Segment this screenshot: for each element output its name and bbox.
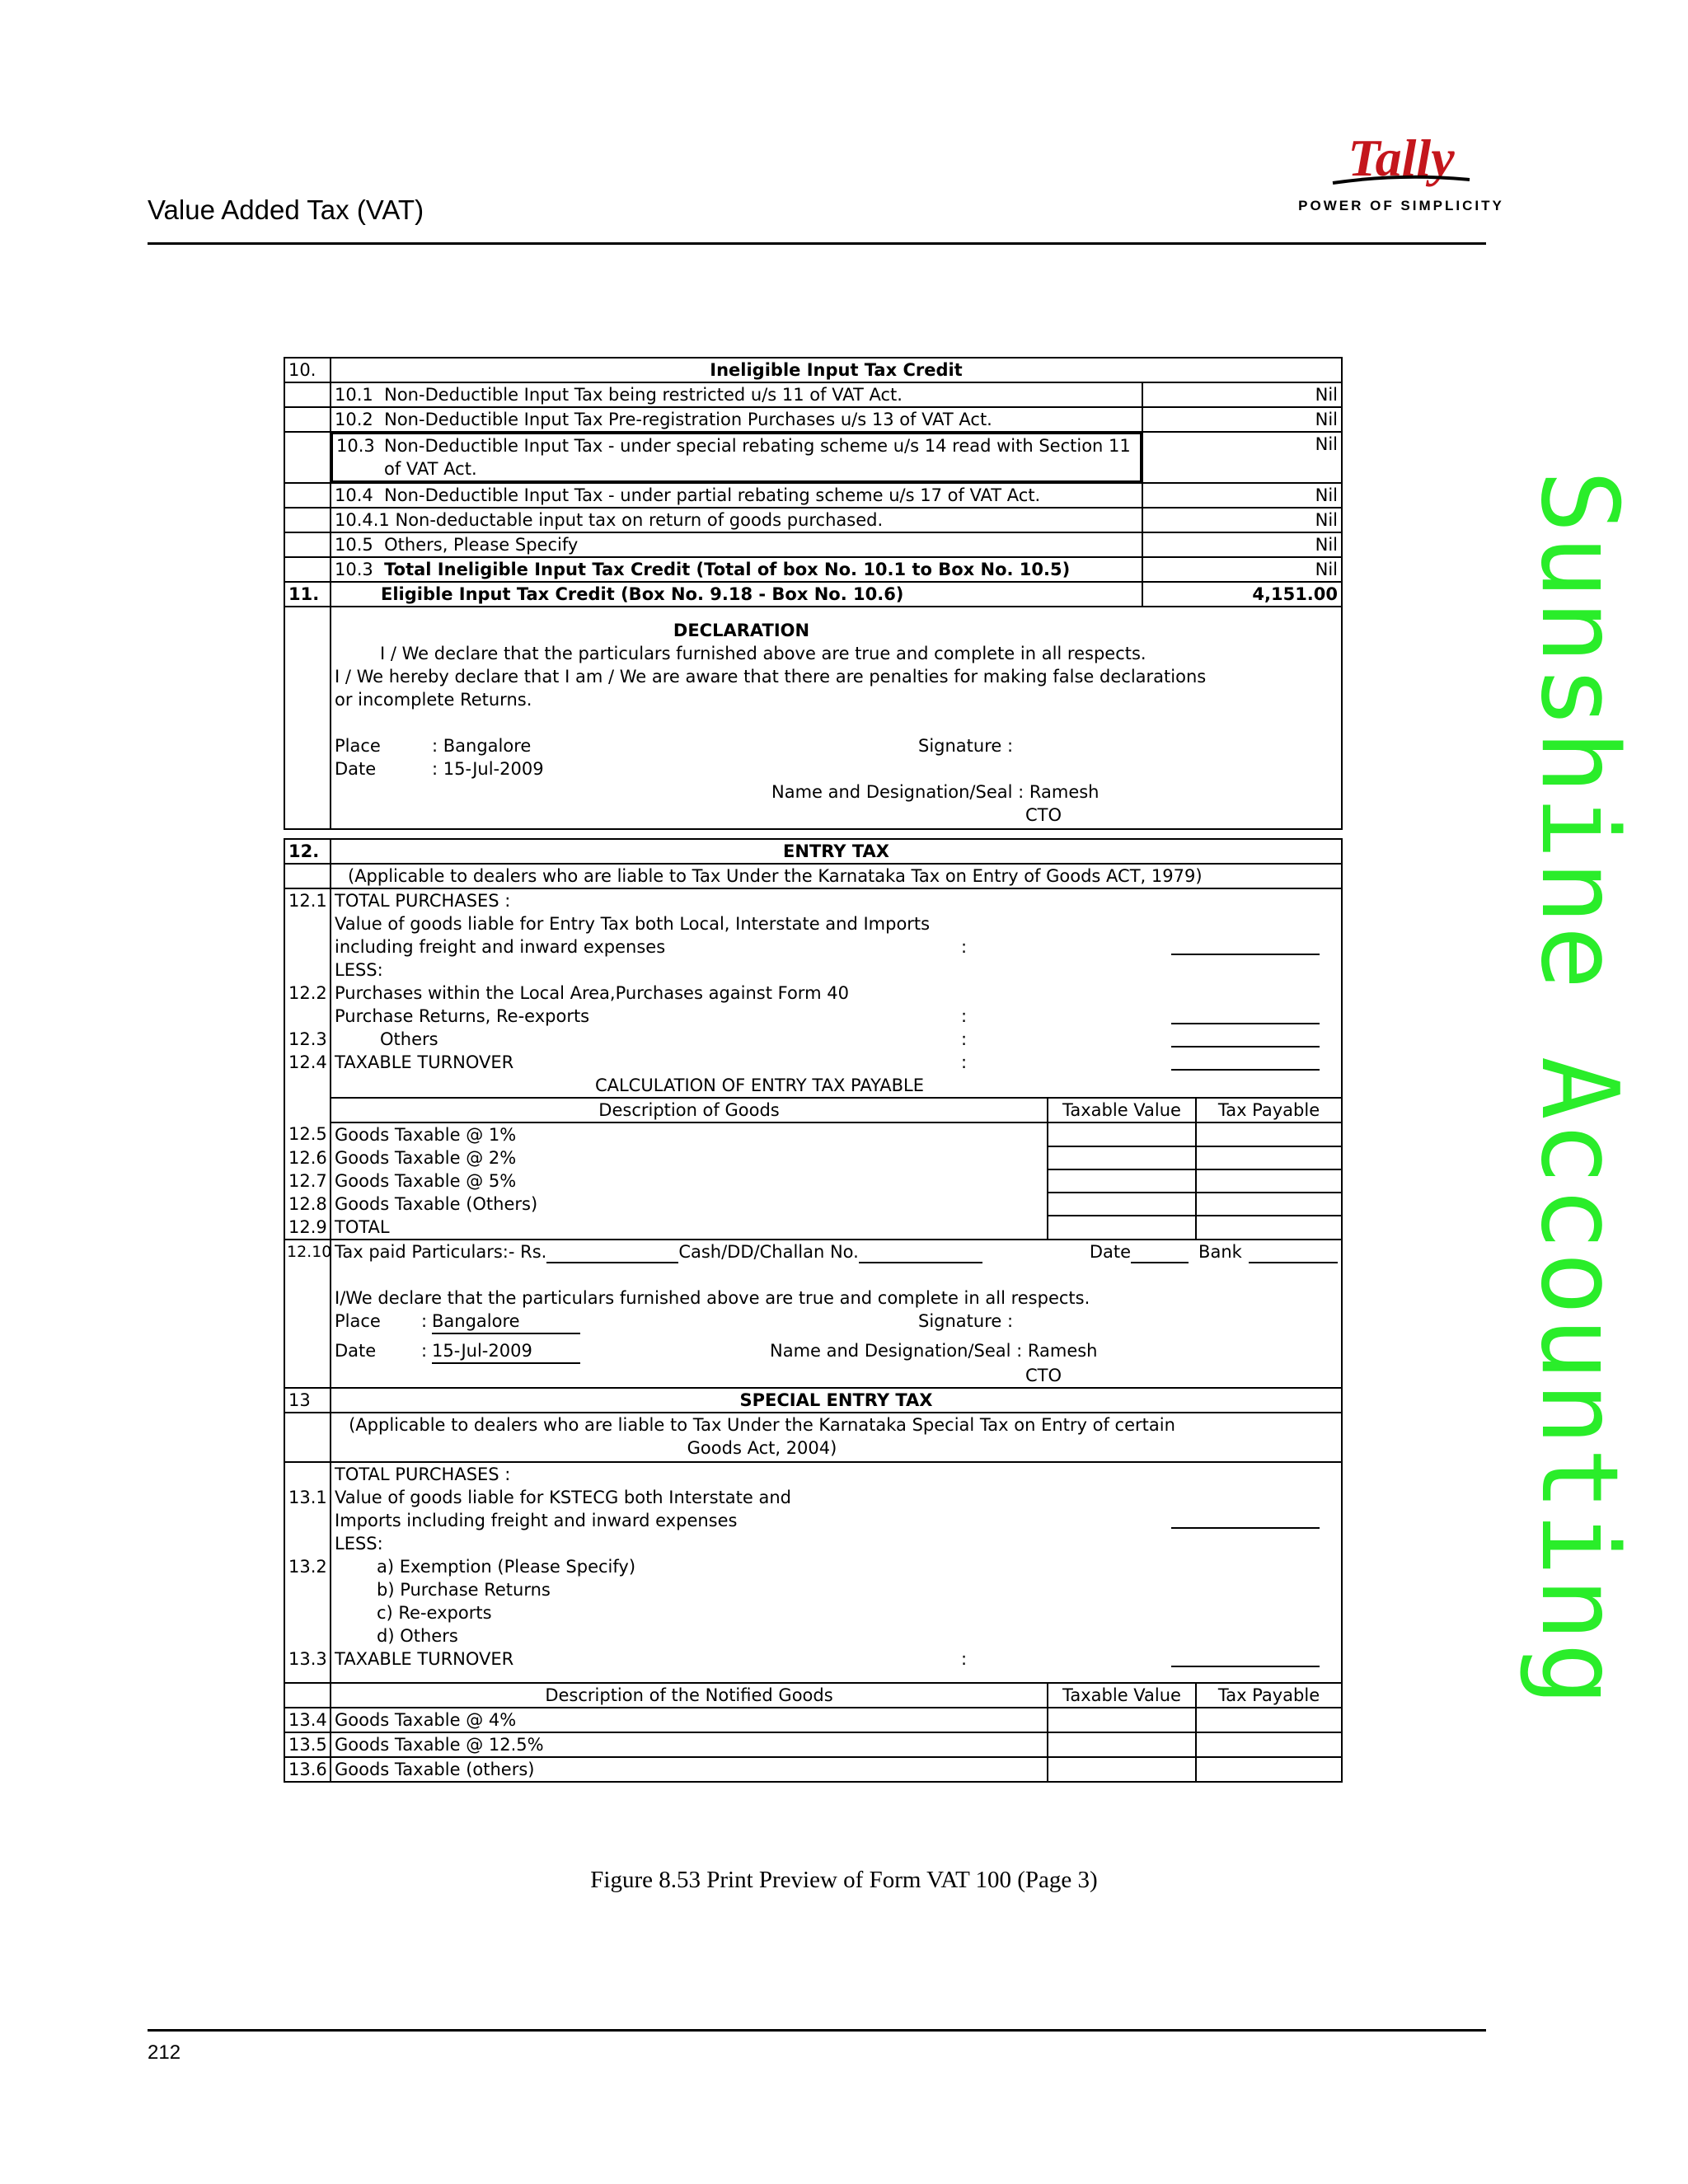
row-13-2 [284,1555,1342,1647]
row-number: 12.1 [284,888,331,982]
sec13-number: 13 [284,1388,331,1413]
row-12-2 [284,982,1342,1028]
row-value: Nil [1142,407,1342,432]
row-number: 12.9 [284,1216,331,1240]
calc-title: CALCULATION OF ENTRY TAX PAYABLE [331,1074,1342,1098]
row-line: Value of goods liable for KSTECG both Interstate and [335,1488,791,1507]
row-number: 12.6 [284,1146,331,1169]
watermark: Sunshine Accounting [1517,470,1640,1708]
less-label: LESS: [335,1534,383,1554]
row-12-3 [284,1028,1342,1051]
sec11-number: 11. [284,582,331,607]
colon: : [421,1341,428,1361]
row-13-1 [284,1462,1342,1555]
amount-blank [1171,1028,1320,1047]
row-label: Others [380,1029,438,1049]
row-number: 10.2 [335,410,373,429]
table-row [284,557,1342,582]
row-label: Goods Taxable @ 1% [331,1122,1048,1146]
row-value: Nil [1142,483,1342,508]
signature-label: Signature : [918,736,1014,756]
row-number: 12.2 [284,982,331,1028]
designation-value: CTO [1025,805,1062,825]
row-label: Total Ineligible Input Tax Credit (Total of box No. 10.1 to Box No. 10.5) [384,560,1071,579]
vat-form-page [284,357,1341,1783]
declaration-line-1: I / We declare that the particulars furnished above are true and complete in all respects. [380,644,1146,663]
table-row [284,432,1342,483]
row-label: Goods Taxable (others) [331,1757,1048,1782]
colon: : [961,1052,968,1072]
colon: : [421,1311,428,1331]
less-item: d) Others [377,1626,458,1646]
table-row [284,483,1342,508]
signature-label: Signature : [918,1311,1014,1331]
taxable-value-cell [1048,1193,1196,1216]
row-line: Purchase Returns, Re-exports [335,1006,590,1026]
footer-rule [148,2029,1486,2032]
row-number: 10.3 [336,436,375,456]
row-number: 10.1 [335,385,373,405]
row-label: TOTAL [331,1216,1048,1240]
section-12-table [284,838,1343,1783]
section-10-table [284,357,1343,830]
row-line: Purchases within the Local Area,Purchases against Form 40 [335,983,849,1003]
tally-logo [1298,129,1504,214]
taxable-value-cell [1048,1169,1196,1193]
table-row [284,1146,1342,1169]
row-value: Nil [1142,508,1342,532]
tax-payable-cell [1196,1757,1342,1782]
row-number: 10.5 [335,535,373,555]
col-header-payable: Tax Payable [1196,1683,1342,1708]
row-13-3 [284,1647,1342,1671]
tax-payable-cell [1196,1216,1342,1240]
table-row [284,1216,1342,1240]
calc-header-row [284,1098,1342,1122]
row-label: Non-deductable input tax on return of goods purchased. [395,510,884,530]
table-row [284,1193,1342,1216]
table-row [284,1757,1342,1782]
page-number: 212 [148,2041,181,2064]
row-label: Non-Deductible Input Tax Pre-registration Purchases u/s 13 of VAT Act. [384,410,992,429]
logo-tagline: POWER OF SIMPLICITY [1298,198,1504,213]
header-rule [148,242,1486,245]
row-label: TAXABLE TURNOVER [335,1649,514,1669]
row-12-10 [284,1240,1342,1388]
row-number: 13.4 [284,1708,331,1732]
row-number: 13.5 [284,1732,331,1757]
table-row [284,508,1342,532]
name-designation-label: Name and Designation/Seal : Ramesh [770,1341,1098,1361]
row-number: 13.2 [284,1555,331,1647]
amount-blank [1171,935,1320,955]
row-label: Non-Deductible Input Tax - under partial rebating scheme u/s 17 of VAT Act. [384,485,1041,505]
row-number: 12.4 [284,1051,331,1074]
date-label: Date [335,759,377,779]
row-number: 13.1 [284,1462,331,1555]
row-label: Goods Taxable @ 4% [331,1708,1048,1732]
sec12-title: ENTRY TAX [331,839,1342,864]
sec11-value: 4,151.00 [1142,582,1342,607]
taxable-value-cell [1048,1708,1196,1732]
sec13-title: SPECIAL ENTRY TAX [331,1388,1342,1413]
less-label: LESS: [335,960,383,980]
taxable-value-cell [1048,1757,1196,1782]
col-header-desc: Description of the Notified Goods [331,1683,1048,1708]
cash-challan-label: Cash/DD/Challan No. [678,1242,859,1262]
row-label: Goods Taxable @ 5% [331,1169,1048,1193]
row-label: Others, Please Specify [384,535,579,555]
amount-blank [1171,1051,1320,1071]
colon: : [961,1649,968,1669]
place-label: Place [335,736,381,756]
row-number: 12.3 [284,1028,331,1051]
col-header-taxable: Taxable Value [1048,1683,1196,1708]
colon: : [961,937,968,957]
row-value: Nil [1142,557,1342,582]
row-number: 12.10 [284,1240,331,1388]
figure-caption: Figure 8.53 Print Preview of Form VAT 100 (Page 3) [590,1867,1098,1893]
tax-payable-cell [1196,1146,1342,1169]
table-row [284,1122,1342,1146]
date-value: : 15-Jul-2009 [432,759,544,779]
row-value: Nil [1142,432,1342,483]
table-row [284,582,1342,607]
row-value: Nil [1142,382,1342,407]
less-item: b) Purchase Returns [377,1580,551,1600]
sec12-number: 12. [284,839,331,864]
col-header-taxable: Taxable Value [1048,1098,1196,1122]
tax-payable-cell [1196,1169,1342,1193]
row-line: Value of goods liable for Entry Tax both Local, Interstate and Imports [335,914,931,934]
tax-payable-cell [1196,1732,1342,1757]
colon: : [961,1006,968,1026]
taxable-value-cell [1048,1732,1196,1757]
row-label: Goods Taxable @ 12.5% [331,1732,1048,1757]
taxable-value-cell [1048,1216,1196,1240]
row-number: 10.3 [335,560,373,579]
notified-header-row [284,1683,1342,1708]
place-value: : Bangalore [432,736,532,756]
sec11-label: Eligible Input Tax Credit (Box No. 9.18 - Box No. 10.6) [331,582,1142,607]
row-number: 10.4.1 [335,510,390,530]
row-number: 12.5 [284,1122,331,1146]
row-line: TOTAL PURCHASES : [335,1465,511,1484]
place-label: Place [335,1311,381,1331]
row-12-4 [284,1051,1342,1074]
amount-blank [1171,1647,1320,1667]
table-row [284,1708,1342,1732]
declaration-title: DECLARATION [673,621,810,640]
row-label: Goods Taxable @ 2% [331,1146,1048,1169]
logo-wordmark: Tally [1348,129,1455,187]
table-row [284,532,1342,557]
taxable-value-cell [1048,1122,1196,1146]
logo-swoosh-icon [1331,175,1471,186]
row-label: Goods Taxable (Others) [331,1193,1048,1216]
row-line: Imports including freight and inward expenses [335,1511,738,1530]
table-row [284,407,1342,432]
row-number: 13.6 [284,1757,331,1782]
less-item: a) Exemption (Please Specify) [377,1557,636,1577]
row-12-1 [284,888,1342,982]
table-row [284,1732,1342,1757]
less-item: c) Re-exports [377,1603,492,1623]
row-line: TOTAL PURCHASES : [335,891,511,911]
row-label: Non-Deductible Input Tax - under special rebating scheme u/s 14 read with Section 11 of VAT Act. [384,436,1131,479]
amount-blank [1171,1509,1320,1529]
designation-value: CTO [1025,1366,1062,1385]
entry-tax-declaration: I/We declare that the particulars furnished above are true and complete in all respects. [335,1288,1090,1308]
date-value: 15-Jul-2009 [432,1339,580,1364]
row-value: Nil [1142,532,1342,557]
sec10-number: 10. [284,358,331,382]
document-header-title: Value Added Tax (VAT) [148,194,424,225]
tax-payable-cell [1196,1708,1342,1732]
row-label: TAXABLE TURNOVER [335,1052,514,1072]
tax-payable-cell [1196,1122,1342,1146]
declaration-block [284,607,1342,829]
sec12-subtitle: (Applicable to dealers who are liable to Tax Under the Karnataka Tax on Entry of Goods ACT, 1979) [331,864,1342,888]
row-number: 12.8 [284,1193,331,1216]
row-number: 13.3 [284,1647,331,1671]
taxable-value-cell [1048,1146,1196,1169]
row-number: 12.7 [284,1169,331,1193]
colon: : [961,1029,968,1049]
place-value: Bangalore [432,1310,580,1334]
amount-blank [1171,1005,1320,1024]
sec13-subtitle: (Applicable to dealers who are liable to Tax Under the Karnataka Special Tax on Entry of certain Goods Act, 2004) [331,1413,1342,1462]
tax-payable-cell [1196,1193,1342,1216]
col-header-payable: Tax Payable [1196,1098,1342,1122]
col-header-desc: Description of Goods [331,1098,1048,1122]
sec10-title: Ineligible Input Tax Credit [331,358,1342,382]
date-label: Date [1089,1242,1132,1262]
declaration-line-2: I / We hereby declare that I am / We are aware that there are penalties for making false declarations or incomplete Returns. [335,667,1207,710]
row-number: 10.4 [335,485,373,505]
date-label: Date [335,1341,377,1361]
table-row [284,382,1342,407]
name-designation-label: Name and Designation/Seal : Ramesh [771,782,1100,802]
table-row [284,1169,1342,1193]
row-label: Non-Deductible Input Tax being restricted u/s 11 of VAT Act. [384,385,903,405]
bank-label: Bank [1198,1242,1242,1262]
tax-paid-label: Tax paid Particulars:- Rs. [335,1242,547,1262]
row-line: including freight and inward expenses [335,937,666,957]
